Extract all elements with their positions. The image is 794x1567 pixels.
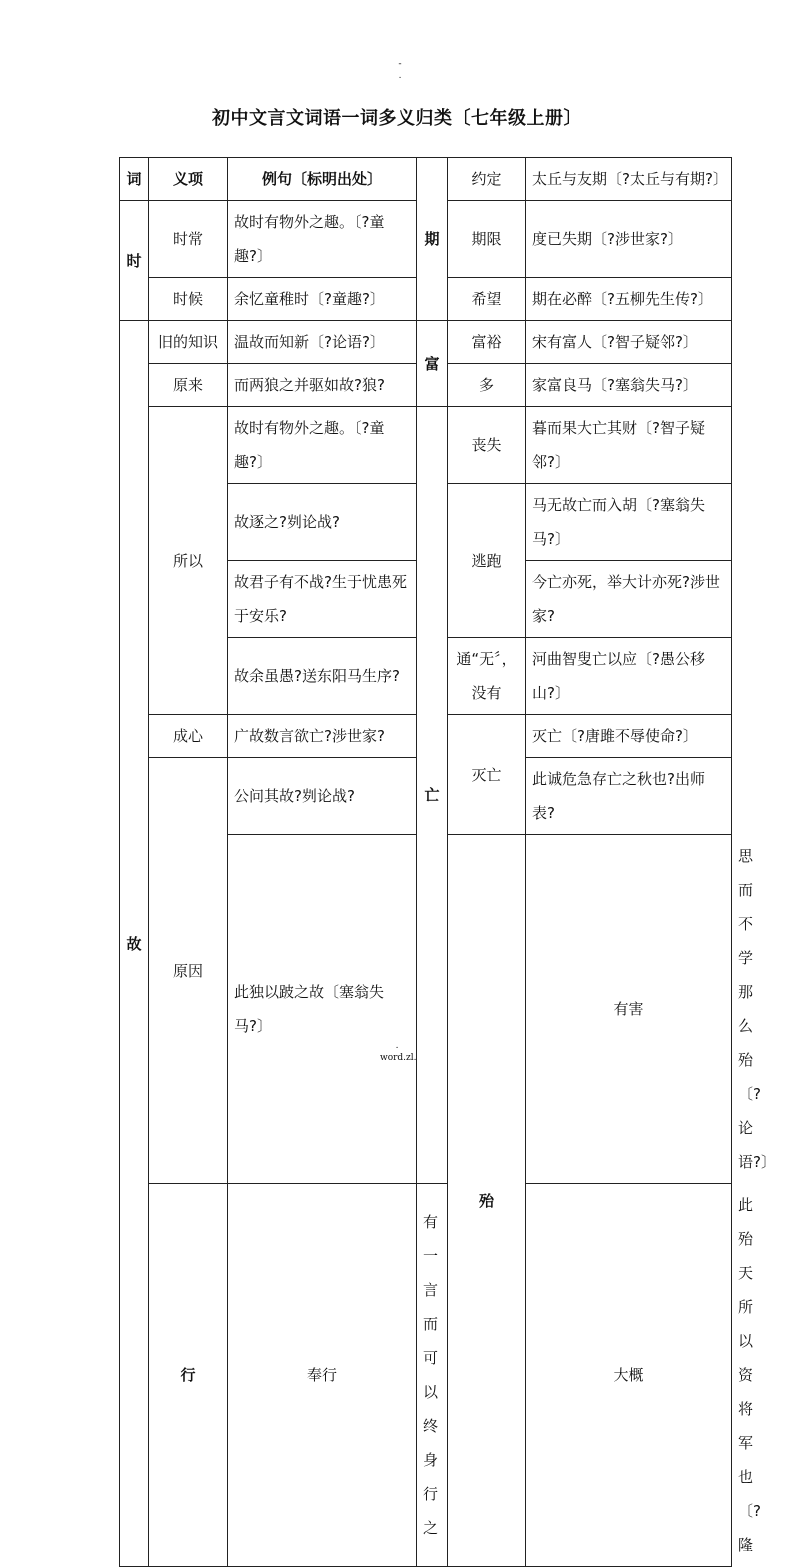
word-fu: 富 — [417, 321, 448, 407]
example-cell: 今亡亦死，举大计亦死?涉世家? — [526, 561, 732, 638]
polysemy-table — [119, 157, 776, 1567]
example-cell: 故逐之?刿论战? — [228, 484, 417, 561]
meaning-cell: 希望 — [448, 278, 526, 321]
word-wang: 亡 — [417, 407, 448, 1184]
example-cell: 此诚危急存亡之秋也?出师表? — [526, 758, 732, 835]
example-cell: 温故而知新〔?论语?〕 — [228, 321, 417, 364]
meaning-cell: 奉行 — [228, 1184, 417, 1567]
example-cell: 故余虽愚?送东阳马生序? — [228, 638, 417, 715]
meaning-cell: 有害 — [526, 835, 732, 1184]
meaning-cell: 成心 — [149, 715, 228, 758]
example-cell: 广故数言欲亡?涉世家? — [228, 715, 417, 758]
example-cell: 余忆童稚时〔?童趣?〕 — [228, 278, 417, 321]
table-row: 行 奉行 有一言而可以终身行之 大概 此殆天所以资将军也〔?隆 — [120, 1184, 732, 1567]
meaning-cell: 灭亡 — [448, 715, 526, 835]
header-example: 例句〔标明出处〕 — [228, 158, 417, 201]
table-row: 此独以跛之故〔塞翁失马?〕 殆 有害 思而不学那么殆〔?论语?〕 — [120, 835, 732, 1184]
example-cell: 暮而果大亡其财〔?智子疑邻?〕 — [526, 407, 732, 484]
example-cell: 故君子有不战?生于忧患死于安乐? — [228, 561, 417, 638]
example-cell: 故时有物外之趣。〔?童趣?〕 — [228, 201, 417, 278]
header-word: 词 — [120, 158, 149, 201]
header-meaning: 义项 — [149, 158, 228, 201]
example-cell: 期在必醉〔?五柳先生传?〕 — [526, 278, 732, 321]
table-row — [120, 407, 732, 484]
example-cell: 公问其故?刿论战? — [228, 758, 417, 835]
example-cell: 灭亡〔?唐雎不辱使命?〕 — [526, 715, 732, 758]
word-gu: 故 — [120, 321, 149, 1567]
meaning-cell: 约定 — [448, 158, 526, 201]
table-row — [120, 158, 732, 201]
example-cell: 度已失期〔?涉世家?〕 — [526, 201, 732, 278]
footer-mark: . word.zl. — [380, 1041, 417, 1063]
meaning-cell: 通“无〞，没有 — [448, 638, 526, 715]
example-cell: 家富良马〔?塞翁失马?〕 — [526, 364, 732, 407]
word-xing: 行 — [149, 1184, 228, 1567]
meaning-cell: 多 — [448, 364, 526, 407]
example-cell: 此独以跛之故〔塞翁失马?〕 — [228, 835, 417, 1184]
meaning-cell: 丧失 — [448, 407, 526, 484]
header-mark: - . — [398, 59, 402, 81]
meaning-cell: 原来 — [149, 364, 228, 407]
meaning-cell: 时常 — [149, 201, 228, 278]
word-dai: 殆 — [448, 835, 526, 1567]
example-cell: 马无故亡而入胡〔?塞翁失马?〕 — [526, 484, 732, 561]
meaning-cell: 逃跑 — [448, 484, 526, 638]
example-cell: 宋有富人〔?智子疑邻?〕 — [526, 321, 732, 364]
example-cell: 河曲智叟亡以应〔?愚公移山?〕 — [526, 638, 732, 715]
meaning-cell: 富裕 — [448, 321, 526, 364]
example-cell: 有一言而可以终身行之 — [417, 1184, 448, 1567]
meaning-cell: 旧的知识 — [149, 321, 228, 364]
meaning-cell: 时候 — [149, 278, 228, 321]
meaning-cell: 大概 — [526, 1184, 732, 1567]
page-title: 初中文言文词语一词多义归类〔七年级上册〕 — [212, 108, 582, 129]
meaning-cell: 原因 — [149, 758, 228, 1184]
example-cell: 而两狼之并驱如故?狼? — [228, 364, 417, 407]
meaning-cell: 所以 — [149, 407, 228, 715]
meaning-cell: 期限 — [448, 201, 526, 278]
example-cell: 故时有物外之趣。〔?童趣?〕 — [228, 407, 417, 484]
word-qi: 期 — [417, 158, 448, 321]
example-cell: 太丘与友期〔?太丘与有期?〕 — [526, 158, 732, 201]
word-shi: 时 — [120, 201, 149, 321]
table-row — [120, 321, 732, 364]
